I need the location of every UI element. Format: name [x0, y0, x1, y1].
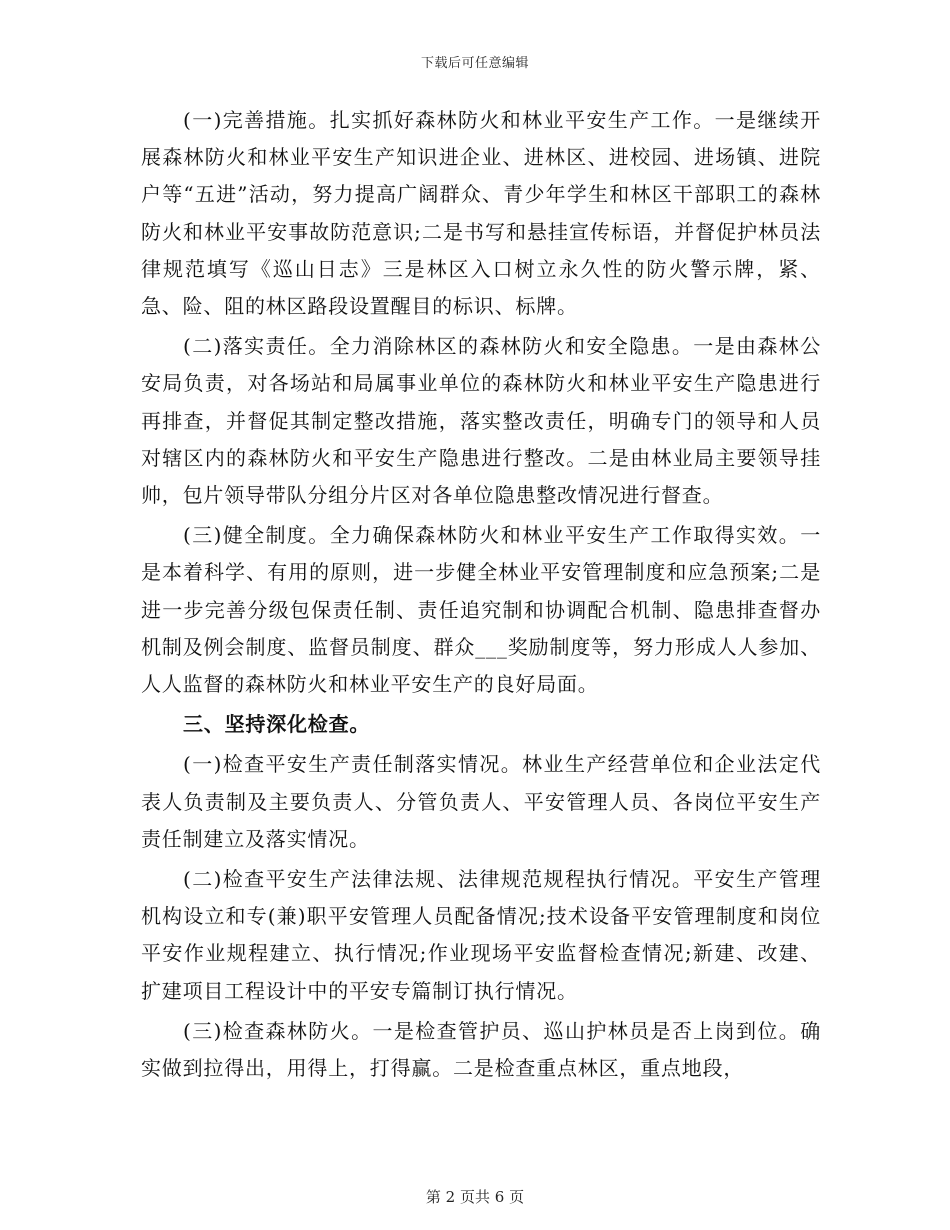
section-heading-3: 三、坚持深化检查。: [183, 712, 371, 737]
paragraph-improve-system: (三)健全制度。全力确保森林防火和林业平安生产工作取得实效。一是本着科学、有用的原则，进一步健全林业平安管理制度和应急预案;二是进一步完善分级包保责任制、责任追究制和协调配合机制、隐患排查督办机制及例会制度、监督员制度、群众___奖励制度等，努力形成人人参加、人人监督的森林防火和林业平安生产的良好局面。: [141, 523, 821, 697]
page-header: 下载后可任意编辑: [420, 56, 529, 71]
page-footer: 第 2 页共 6 页: [425, 1188, 525, 1206]
paragraph-implement-responsibility: (二)落实责任。全力消除林区的森林防火和安全隐患。一是由森林公安局负责，对各场站和局属事业单位的森林防火和林业平安生产隐患进行再排查，并督促其制定整改措施，落实整改责任，明确专门的领导和人员对辖区内的森林防火和平安生产隐患进行整改。二是由林业局主要领导挂帅，包片领导带队分组分片区对各单位隐患整改情况进行督查。: [141, 334, 821, 508]
paragraph-check-fire-prevention: (三)检查森林防火。一是检查管护员、巡山护林员是否上岗到位。确实做到拉得出，用得上，打得赢。二是检查重点林区，重点地段，: [141, 1018, 821, 1081]
paragraph-check-responsibility: (一)检查平安生产责任制落实情况。林业生产经营单位和企业法定代表人负责制及主要负责人、分管负责人、平安管理人员、各岗位平安生产责任制建立及落实情况。: [141, 752, 821, 851]
document-body: [141, 102, 821, 1090]
paragraph-check-regulations: (二)检查平安生产法律法规、法律规范规程执行情况。平安生产管理机构设立和专(兼)职平安管理人员配备情况;技术设备平安管理制度和岗位平安作业规程建立、执行情况;作业现场平安监督检查情况;新建、改建、扩建项目工程设计中的平安专篇制订执行情况。: [141, 867, 821, 1003]
paragraph-improve-measures: (一)完善措施。扎实抓好森林防火和林业平安生产工作。一是继续开展森林防火和林业平安生产知识进企业、进林区、进校园、进场镇、进院户等“五进”活动，努力提高广阔群众、青少年学生和林区干部职工的森林防火和林业平安事故防范意识;二是书写和悬挂宣传标语，并督促护林员法律规范填写《巡山日志》三是林区入口树立永久性的防火警示牌，紧、急、险、阻的林区路段设置醒目的标识、标牌。: [141, 108, 821, 319]
